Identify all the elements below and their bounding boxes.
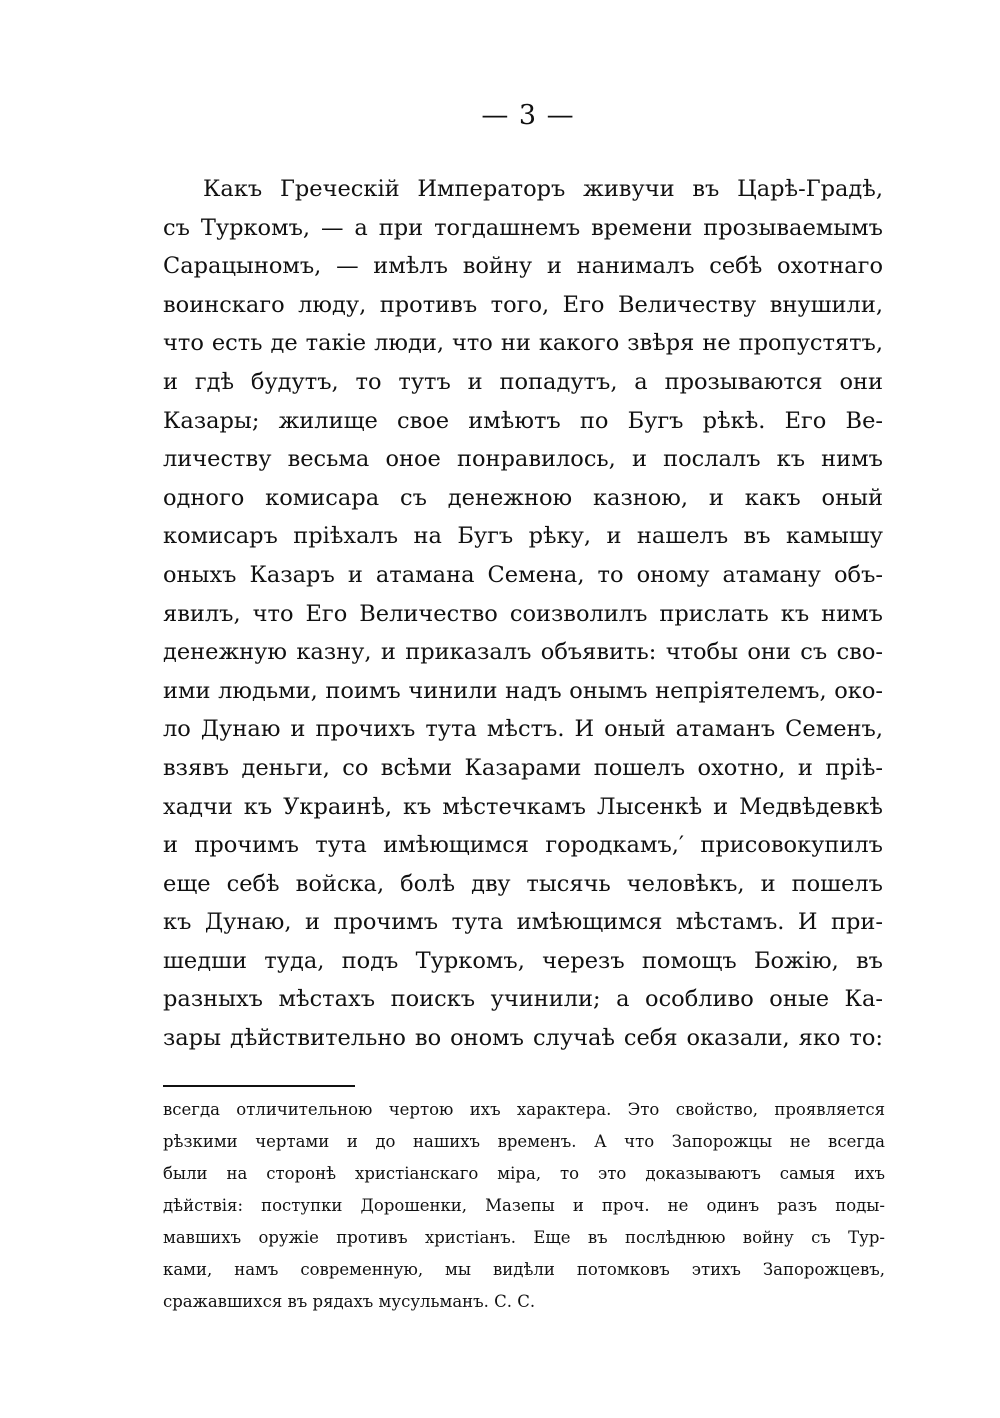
- text-line: хадчи къ Украинѣ, къ мѣстечкамъ Лысенкѣ и Медвѣдевкѣ: [163, 793, 883, 820]
- text-line: воинскаго люду, противъ того, Его Величеству внушили,: [163, 291, 883, 318]
- text-line: еще себѣ войска, болѣ двy тысячь человѣкъ, и пошелъ: [163, 870, 883, 897]
- text-line: ло Дунаю и прочихъ тута мѣстъ. И оный атаманъ Семенъ,: [163, 716, 883, 743]
- main-text-block: [163, 170, 883, 1058]
- text-line: и гдѣ будутъ, то тутъ и попадутъ, а прозываются они: [163, 368, 883, 395]
- text-line: Какъ Греческiй Императоръ живучи въ Царѣ-Градѣ,: [203, 176, 883, 202]
- text-line: что есть де такiе люди, что ни какого звѣря не пропустятъ,: [163, 330, 883, 357]
- text-line: къ Дунаю, и прочимъ тута имѣющимся мѣстамъ. И при-: [163, 909, 883, 936]
- footnote-line: всегда отличительною чертою ихъ характера. Это свойство, проявляется: [163, 1100, 885, 1119]
- footnote-line: были на сторонѣ христiанскаго мiра, то это доказываютъ самыя ихъ: [163, 1164, 885, 1183]
- text-line: зары дѣйствительно во ономъ случаѣ себя оказали, яко то:: [163, 1025, 883, 1052]
- footnote-block: [163, 1094, 885, 1318]
- footnote-line: ками, намъ современную, мы видѣли потомковъ этихъ Запорожцевъ,: [163, 1260, 885, 1279]
- text-line: взявъ деньги, со всѣми Казарами пошелъ охотно, и прiѣ-: [163, 754, 883, 781]
- text-line: комисаръ прiѣхалъ на Бугъ рѣку, и нашелъ въ камышу: [163, 523, 883, 550]
- footnote-line: дѣйствiя: поступки Дорошенки, Мазепы и проч. не одинъ разъ поды-: [163, 1196, 885, 1215]
- text-line: явилъ, что Его Величество соизволилъ прислать къ нимъ: [163, 600, 883, 627]
- text-line: денежную казну, и приказалъ объявить: чтобы они съ сво-: [163, 639, 883, 666]
- text-line: оныхъ Казаръ и атамана Семена, то оному атаману объ-: [163, 561, 883, 588]
- text-line: съ Туркомъ, — а при тогдашнемъ времени прозываемымъ: [163, 214, 883, 241]
- text-line: Сарацыномъ, — имѣлъ войну и нанималъ себѣ охотнаго: [163, 253, 883, 280]
- page-number: — 3 —: [481, 100, 575, 131]
- text-line: ими людьми, поимъ чинили надъ онымъ непрiятелемъ, око-: [163, 677, 883, 704]
- text-line: Казары; жилище свое имѣютъ по Бугъ рѣкѣ. Его Ве-: [163, 407, 883, 434]
- footnote-line: рѣзкими чертами и до нашихъ временъ. А что Запорожцы не всегда: [163, 1132, 885, 1151]
- text-line: одного комисара съ денежною казною, и какъ оный: [163, 484, 883, 511]
- text-line: личеству весьма оное понравилось, и послалъ къ нимъ: [163, 446, 883, 473]
- text-line: разныхъ мѣстахъ поискъ учинили; а особливо оные Ка-: [163, 986, 883, 1013]
- footnote-divider: [163, 1085, 355, 1087]
- footnote-line: мавшихъ оружiе противъ христiанъ. Еще въ послѣднюю войну съ Тур-: [163, 1228, 885, 1247]
- text-line: и прочимъ тута имѣющимся городкамъ,′ присовокупилъ: [163, 832, 883, 859]
- footnote-line: сражавшихся въ рядахъ мусульманъ. С. С.: [163, 1292, 536, 1311]
- text-line: шедши туда, подъ Туркомъ, черезъ помощъ Божiю, въ: [163, 947, 883, 974]
